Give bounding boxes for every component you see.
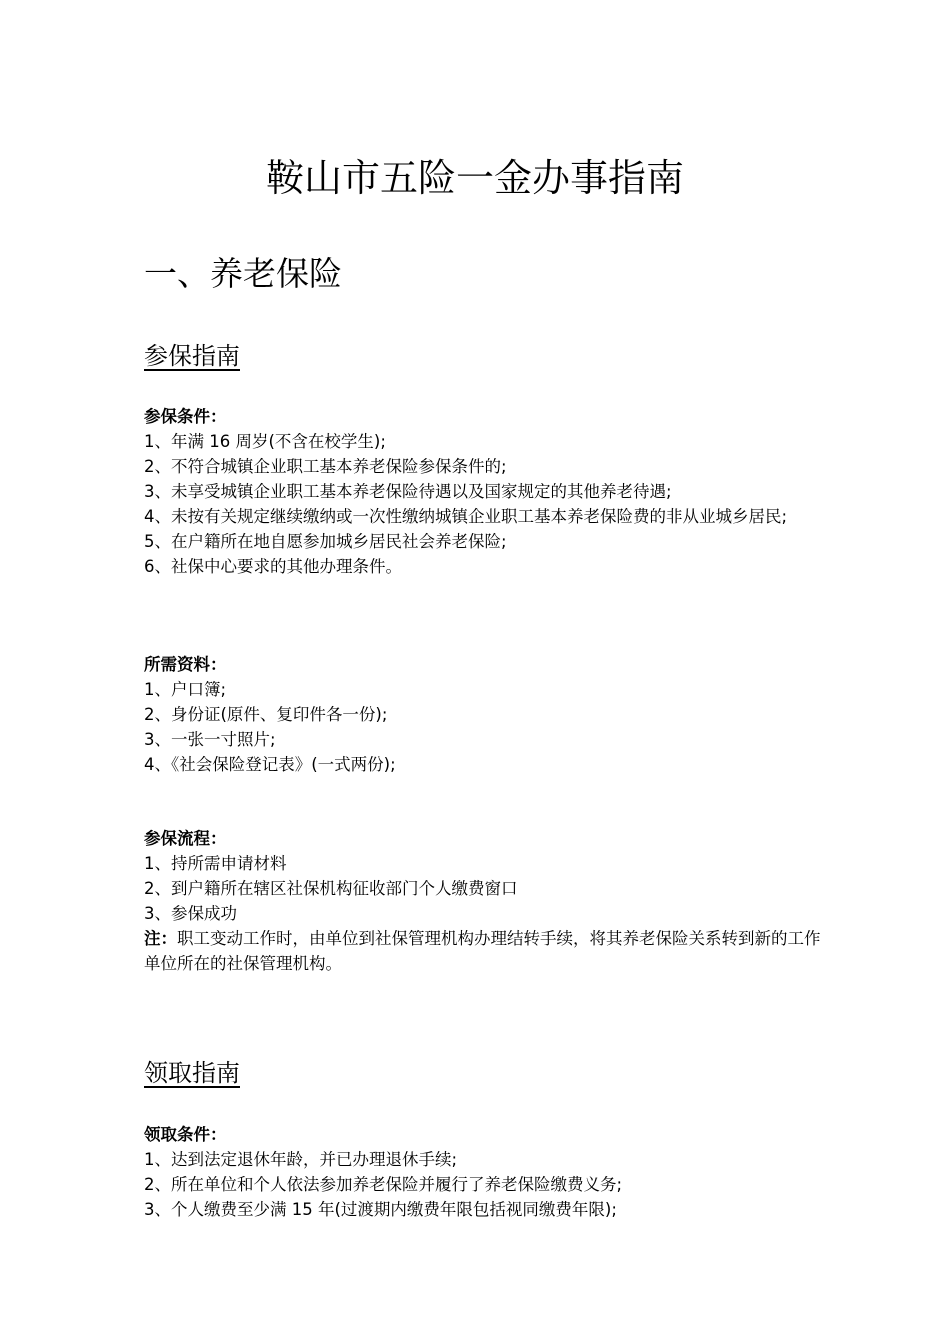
process-block: [144, 826, 824, 976]
list-item: 1、持所需申请材料: [144, 854, 287, 873]
list-item: 3、一张一寸照片;: [144, 730, 276, 749]
list-item: 3、个人缴费至少满 15 年(过渡期内缴费年限包括视同缴费年限);: [144, 1200, 617, 1219]
list-item: 3、未享受城镇企业职工基本养老保险待遇以及国家规定的其他养老待遇;: [144, 482, 672, 501]
list-item: 1、年满 16 周岁(不含在校学生);: [144, 432, 386, 451]
list-item: 1、达到法定退休年龄，并已办理退休手续;: [144, 1150, 458, 1169]
list-item: 6、社保中心要求的其他办理条件。: [144, 557, 402, 576]
list-item: 5、在户籍所在地自愿参加城乡居民社会养老保险;: [144, 532, 507, 551]
list-item: 2、不符合城镇企业职工基本养老保险参保条件的;: [144, 457, 507, 476]
list-item: 4、《社会保险登记表》(一式两份);: [144, 755, 396, 774]
materials-block: [144, 652, 824, 777]
materials-label: 所需资料：: [144, 655, 227, 674]
note-label: 注：: [144, 929, 177, 948]
list-item: 4、未按有关规定继续缴纳或一次性缴纳城镇企业职工基本养老保险费的非从业城乡居民;: [144, 507, 788, 526]
enroll-conditions-label: 参保条件：: [144, 407, 227, 426]
process-note: [144, 926, 824, 976]
subheading-enroll-guide: 参保指南: [144, 342, 240, 370]
document-title: 鞍山市五险一金办事指南: [265, 156, 684, 200]
enroll-conditions-block: [144, 404, 824, 579]
claim-conditions-label: 领取条件：: [144, 1125, 227, 1144]
list-item: 1、户口簿;: [144, 680, 227, 699]
claim-conditions-block: [144, 1122, 824, 1222]
note-text: 职工变动工作时，由单位到社保管理机构办理结转手续，将其养老保险关系转到新的工作单位所在的社保管理机构。: [144, 929, 821, 973]
process-label: 参保流程：: [144, 829, 227, 848]
list-item: 2、所在单位和个人依法参加养老保险并履行了养老保险缴费义务;: [144, 1175, 623, 1194]
list-item: 2、身份证(原件、复印件各一份);: [144, 705, 388, 724]
list-item: 3、参保成功: [144, 904, 237, 923]
subheading-claim-guide: 领取指南: [144, 1059, 240, 1087]
section-heading-pension: 一、养老保险: [144, 254, 342, 293]
list-item: 2、到户籍所在辖区社保机构征收部门个人缴费窗口: [144, 879, 518, 898]
